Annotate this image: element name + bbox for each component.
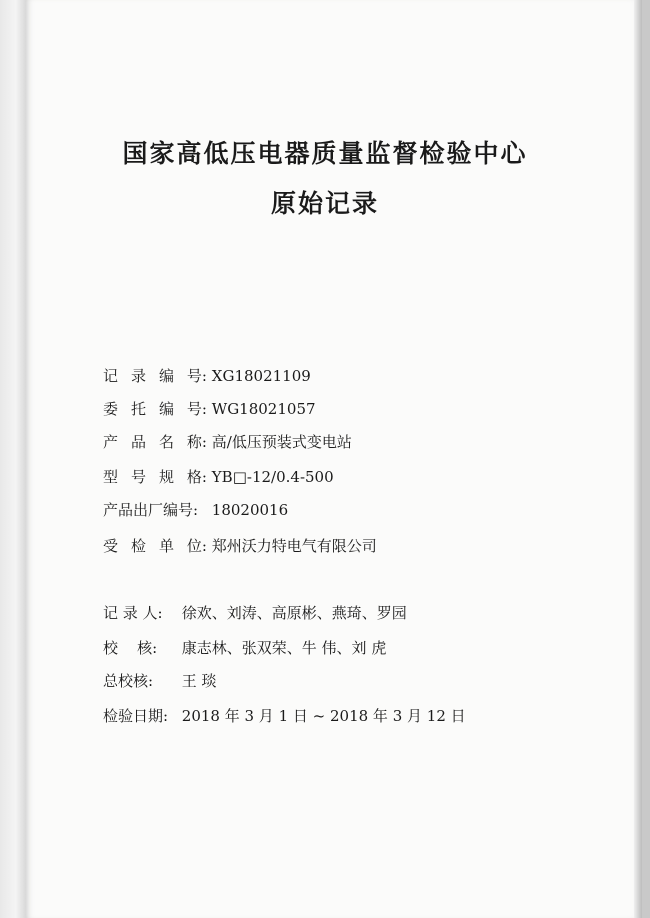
recorder-row xyxy=(103,601,407,625)
model-spec-label: 型 号 规 格: xyxy=(103,468,207,486)
model-spec-value: YB□-12/0.4-500 xyxy=(211,468,334,486)
inspected-unit-label: 受 检 单 位: xyxy=(103,537,207,555)
document-subtitle: 原始记录 xyxy=(270,189,379,218)
chief-checker-value: 王 琰 xyxy=(181,672,217,690)
inspection-date-row xyxy=(103,704,466,728)
inspected-unit-value: 郑州沃力特电气有限公司 xyxy=(211,537,377,555)
product-name-row xyxy=(103,430,352,454)
checker-value: 康志林、张双荣、牛 伟、刘 虎 xyxy=(181,639,387,657)
factory-number-label: 产品出厂编号: xyxy=(103,501,199,519)
checker-row xyxy=(103,636,386,660)
commission-number-label: 委 托 编 号: xyxy=(103,400,207,418)
product-name-label: 产 品 名 称: xyxy=(103,433,207,451)
record-number-label: 记 录 编 号: xyxy=(103,367,207,385)
model-spec-row xyxy=(103,465,334,489)
document-title: 国家高低压电器质量监督检验中心 xyxy=(122,139,528,168)
commission-number-value: WG18021057 xyxy=(211,400,316,418)
record-number-row xyxy=(103,364,311,388)
commission-number-row xyxy=(103,397,316,421)
recorder-label: 记 录 人: xyxy=(103,604,163,622)
inspected-unit-row xyxy=(103,534,377,558)
record-number-value: XG18021109 xyxy=(211,367,311,385)
inspection-date-value: 2018 年 3 月 1 日 ~ 2018 年 3 月 12 日 xyxy=(181,707,466,725)
product-name-value: 高/低压预装式变电站 xyxy=(211,433,352,451)
chief-checker-label: 总校核: xyxy=(103,672,154,690)
factory-number-row xyxy=(103,498,288,522)
recorder-value: 徐欢、刘涛、高原彬、燕琦、罗园 xyxy=(181,604,407,622)
checker-label: 校 核: xyxy=(103,639,158,657)
factory-number-value: 18020016 xyxy=(211,501,289,519)
inspection-date-label: 检验日期: xyxy=(103,707,169,725)
chief-checker-row xyxy=(103,669,217,693)
